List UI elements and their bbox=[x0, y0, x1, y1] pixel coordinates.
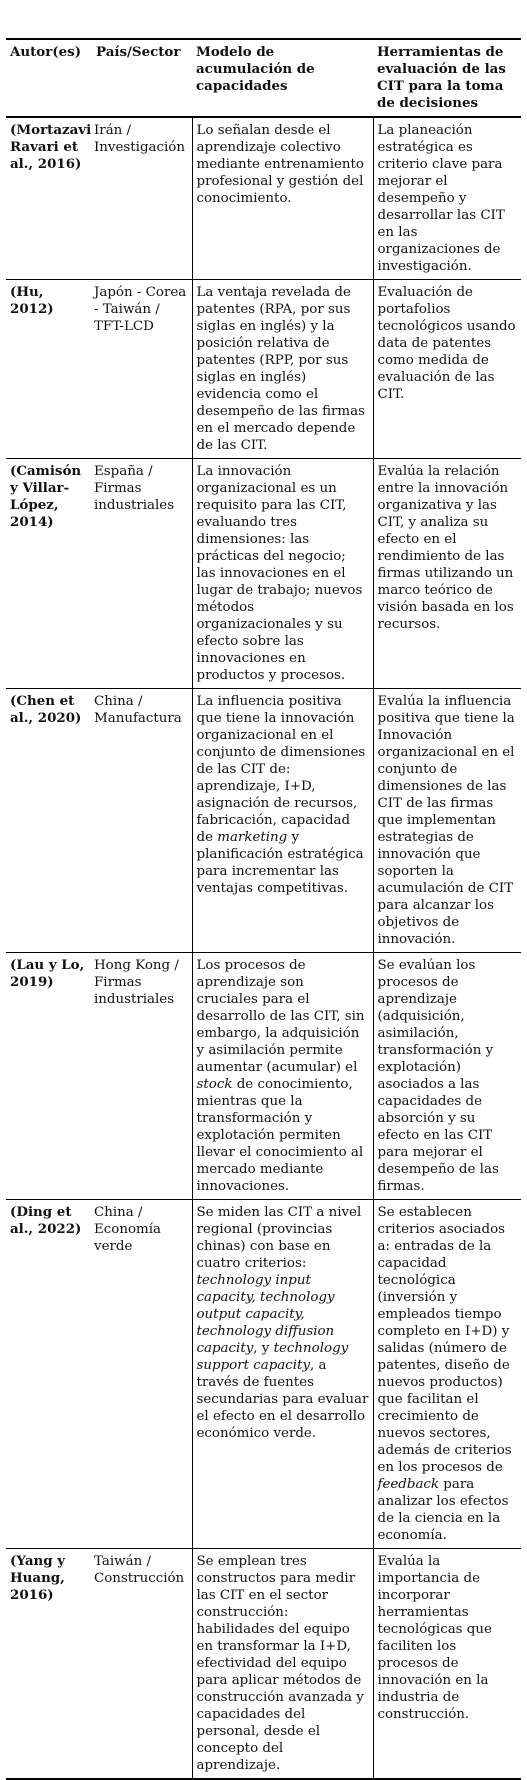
country-sector-cell: China / Manufactura bbox=[92, 689, 192, 953]
tools-cell: Evalúa la importancia de incorporar herramientas tecnológicas que faciliten los procesos de innovación en la industria de construcción. bbox=[373, 1549, 521, 1780]
country-sector-cell: Irán / Investigación bbox=[92, 117, 192, 280]
model-text: La influencia positiva que tiene la innovación organizacional en el conjunto de dimensiones de las CIT de: aprendizaje, I+D, asignación de recursos, fabricación, capacidad de bbox=[196, 694, 366, 845]
literature-review-table bbox=[6, 38, 521, 1780]
tools-cell: Evaluación de portafolios tecnológicos usando data de patentes como medida de evaluación de las CIT. bbox=[373, 280, 521, 459]
model-cell: La ventaja revelada de patentes (RPA, por sus siglas en inglés) y la posición relativa de patentes (RPP, por sus siglas en inglés) evidencia como el desempeño de las firmas en el mercado depende de las CIT. bbox=[192, 280, 373, 459]
country-sector-cell: China / Economía verde bbox=[92, 1200, 192, 1549]
author-cell: (Lau y Lo, 2019) bbox=[6, 953, 92, 1200]
country-sector-cell: Japón - Corea - Taiwán / TFT-LCD bbox=[92, 280, 192, 459]
table-row bbox=[6, 689, 521, 953]
header-author: Autor(es) bbox=[6, 39, 92, 117]
header-model: Modelo de acumulación de capacidades bbox=[192, 39, 373, 117]
table-row bbox=[6, 459, 521, 689]
model-italic-term: technology input capacity, technology output capacity, technology diffusion capacity bbox=[196, 1273, 335, 1356]
model-cell: Lo señalan desde el aprendizaje colectivo mediante entrenamiento profesional y gestión del conocimiento. bbox=[192, 117, 373, 280]
model-cell: La innovación organizacional es un requisito para las CIT, evaluando tres dimensiones: las prácticas del negocio; las innovaciones en el lugar de trabajo; nuevos métodos organizacionales y su efecto sobre las innovaciones en productos y procesos. bbox=[192, 459, 373, 689]
tools-text: para analizar los efectos de la ciencia en la economía. bbox=[377, 1477, 509, 1543]
model-italic-term: marketing bbox=[217, 830, 288, 845]
model-cell bbox=[192, 953, 373, 1200]
model-text: de conocimiento, mientras que la transformación y explotación permiten llevar el conocimiento al mercado mediante innovaciones. bbox=[196, 1077, 364, 1194]
author-cell: (Camisón y Villar-López, 2014) bbox=[6, 459, 92, 689]
table-row bbox=[6, 1549, 521, 1780]
tools-cell: Evalúa la influencia positiva que tiene la Innovación organizacional en el conjunto de dimensiones de las CIT de las firmas que implementan estrategias de innovación que soporten la acumulación de CIT para alcanzar los objetivos de innovación. bbox=[373, 689, 521, 953]
model-text: Los procesos de aprendizaje son cruciales para el desarrollo de las CIT, sin embargo, la adquisición y asimilación permite aumentar (acumular) el bbox=[196, 958, 365, 1075]
tools-italic-term: feedback bbox=[377, 1477, 440, 1492]
author-cell: (Ding et al., 2022) bbox=[6, 1200, 92, 1549]
author-cell: (Chen et al., 2020) bbox=[6, 689, 92, 953]
author-cell: (Mortazavi Ravari et al., 2016) bbox=[6, 117, 92, 280]
country-sector-cell: Hong Kong / Firmas industriales bbox=[92, 953, 192, 1200]
model-text: , y bbox=[253, 1341, 274, 1356]
tools-cell: Se evalúan los procesos de aprendizaje (adquisición, asimilación, transformación y explotación) asociados a las capacidades de absorción y su efecto en las CIT para mejorar el desempeño de las firmas. bbox=[373, 953, 521, 1200]
tools-cell bbox=[373, 1200, 521, 1549]
country-sector-cell: España / Firmas industriales bbox=[92, 459, 192, 689]
model-cell bbox=[192, 1200, 373, 1549]
header-tools: Herramientas de evaluación de las CIT para la toma de decisiones bbox=[373, 39, 521, 117]
model-italic-term: stock bbox=[196, 1077, 233, 1092]
tools-cell: La planeación estratégica es criterio clave para mejorar el desempeño y desarrollar las CIT en las organizaciones de investigación. bbox=[373, 117, 521, 280]
table-row bbox=[6, 953, 521, 1200]
tools-text: Se establecen criterios asociados a: entradas de la capacidad tecnológica (inversión y empleados tiempo completo en I+D) y salidas (número de patentes, diseño de nuevos productos) que facilitan el crecimiento de nuevos sectores, además de criterios en los procesos de bbox=[377, 1205, 512, 1475]
table-header-row bbox=[6, 39, 521, 117]
author-cell: (Hu, 2012) bbox=[6, 280, 92, 459]
model-cell bbox=[192, 689, 373, 953]
author-cell: (Yang y Huang, 2016) bbox=[6, 1549, 92, 1780]
literature-review-table-container bbox=[6, 38, 521, 1780]
model-text: y planificación estratégica para incrementar las ventajas competitivas. bbox=[196, 830, 364, 896]
country-sector-cell: Taiwán / Construcción bbox=[92, 1549, 192, 1780]
tools-cell: Evalúa la relación entre la innovación organizativa y las CIT, y analiza su efecto en el rendimiento de las firmas utilizando un marco teórico de visión basada en los recursos. bbox=[373, 459, 521, 689]
header-country-sector: País/Sector bbox=[92, 39, 192, 117]
table-row bbox=[6, 280, 521, 459]
model-text: Se miden las CIT a nivel regional (provincias chinas) con base en cuatro criterios: bbox=[196, 1205, 362, 1271]
model-cell: Se emplean tres constructos para medir las CIT en el sector construcción: habilidades del equipo en transformar la I+D, efectividad del equipo para aplicar métodos de construcción avanzada y capacidades del personal, desde el concepto del aprendizaje. bbox=[192, 1549, 373, 1780]
table-row bbox=[6, 1200, 521, 1549]
table-row bbox=[6, 117, 521, 280]
model-italic-term: technology support capacity bbox=[196, 1341, 349, 1373]
model-text: , a través de fuentes secundarias para evaluar el efecto en el desarrollo económico verde. bbox=[196, 1358, 369, 1441]
